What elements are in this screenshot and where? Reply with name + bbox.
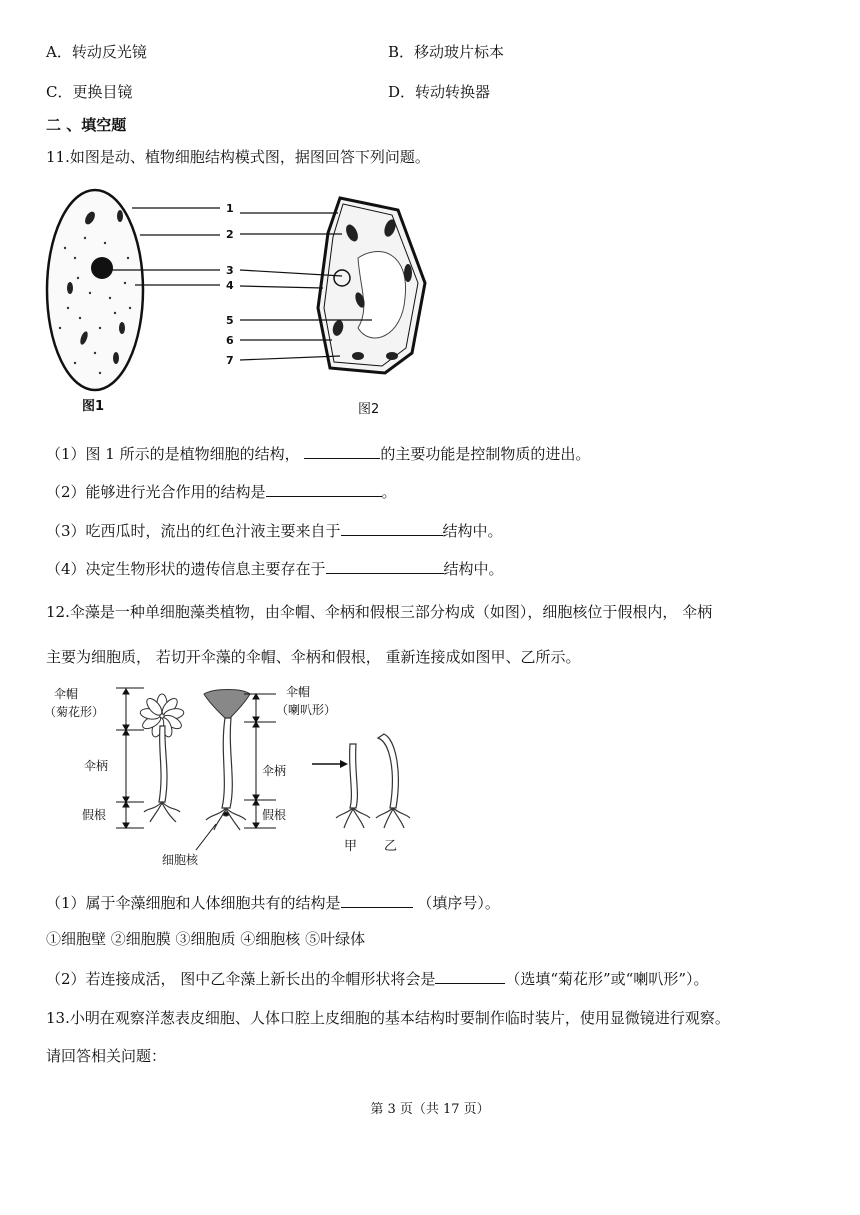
cell-label-6: 6: [226, 334, 234, 347]
rhizoid-label-right: 假根: [262, 808, 287, 822]
cell-label-7: 7: [226, 354, 234, 367]
figure-2-caption: 图2: [358, 402, 380, 417]
nucleus-label: 细胞核: [162, 853, 199, 867]
section-title: 二 、填空题: [46, 116, 127, 134]
cell-label-2: 2: [226, 228, 234, 241]
answer-blank[interactable]: [341, 891, 413, 908]
stalk-label-left: 伞柄: [84, 759, 109, 773]
q11-sub2: （2）能够进行光合作用的结构是 。: [46, 480, 397, 502]
alga-yi: [376, 734, 410, 828]
q12-sub2: （2）若连接成活， 图中乙伞藻上新长出的伞帽形状将会是 （选填“菊花形”或“喇叭形”）。: [46, 967, 709, 989]
option-c: C．更换目镜: [46, 83, 133, 101]
q11-sub3: （3）吃西瓜时，流出的红色汁液主要来自于 结构中。: [46, 519, 503, 541]
cap-shape-left: （菊花形）: [44, 705, 105, 719]
plant-cell: [318, 198, 425, 373]
q13-stem-line2: 请回答相关问题：: [46, 1047, 167, 1065]
q11-stem: 11.如图是动、植物细胞结构模式图，据图回答下列问题。: [46, 148, 430, 166]
alga-trumpet: [204, 690, 250, 831]
jia-label: 甲: [344, 839, 358, 854]
q12-sub1: （1）属于伞藻细胞和人体细胞共有的结构是 （填序号）。: [46, 891, 500, 913]
acetabularia-figure: [44, 682, 424, 874]
q12-options: ①细胞壁 ②细胞膜 ③细胞质 ④细胞核 ⑤叶绿体: [46, 930, 366, 948]
option-d: D．转动转换器: [388, 83, 491, 101]
stalk-label-right: 伞柄: [262, 764, 287, 778]
answer-blank[interactable]: [266, 480, 382, 497]
cap-label-right: 伞帽: [286, 685, 311, 699]
answer-blank[interactable]: [435, 967, 505, 984]
cap-shape-right: （喇叭形）: [276, 703, 337, 717]
cell-label-4: 4: [226, 279, 234, 292]
cell-structure-figure: [40, 188, 440, 420]
animal-cell: [47, 190, 143, 390]
q12-stem-line1: 12.伞藻是一种单细胞藻类植物，由伞帽、伞柄和假根三部分构成（如图），细胞核位于假根内， 伞柄: [46, 603, 713, 621]
option-a: A．转动反光镜: [46, 43, 147, 61]
alga-chrysanthemum: [139, 694, 184, 822]
cell-label-3: 3: [226, 264, 234, 277]
yi-label: 乙: [384, 839, 398, 854]
cell-label-1: 1: [226, 202, 234, 215]
cap-label-left: 伞帽: [54, 687, 79, 701]
cell-label-5: 5: [226, 314, 234, 327]
answer-blank[interactable]: [341, 519, 443, 536]
answer-blank[interactable]: [326, 557, 444, 574]
q11-sub4: （4）决定生物形状的遗传信息主要存在于 结构中。: [46, 557, 504, 579]
q11-sub1: （1）图 1 所示的是植物细胞的结构， 的主要功能是控制物质的进出。: [46, 442, 590, 464]
q12-stem-line2: 主要为细胞质， 若切开伞藻的伞帽、伞柄和假根， 重新连接成如图甲、乙所示。: [46, 648, 581, 666]
rhizoid-label-left: 假根: [82, 808, 107, 822]
answer-blank[interactable]: [304, 442, 380, 459]
figure-1-caption: 图1: [82, 399, 105, 414]
alga-jia: [336, 744, 370, 828]
right-arrow-icon: [312, 760, 348, 768]
option-b: B．移动玻片标本: [388, 43, 505, 61]
page-footer: 第 3 页（共 17 页）: [370, 1102, 490, 1117]
q13-stem-line1: 13.小明在观察洋葱表皮细胞、人体口腔上皮细胞的基本结构时要制作临时装片，使用显微镜进行观察。: [46, 1009, 730, 1027]
